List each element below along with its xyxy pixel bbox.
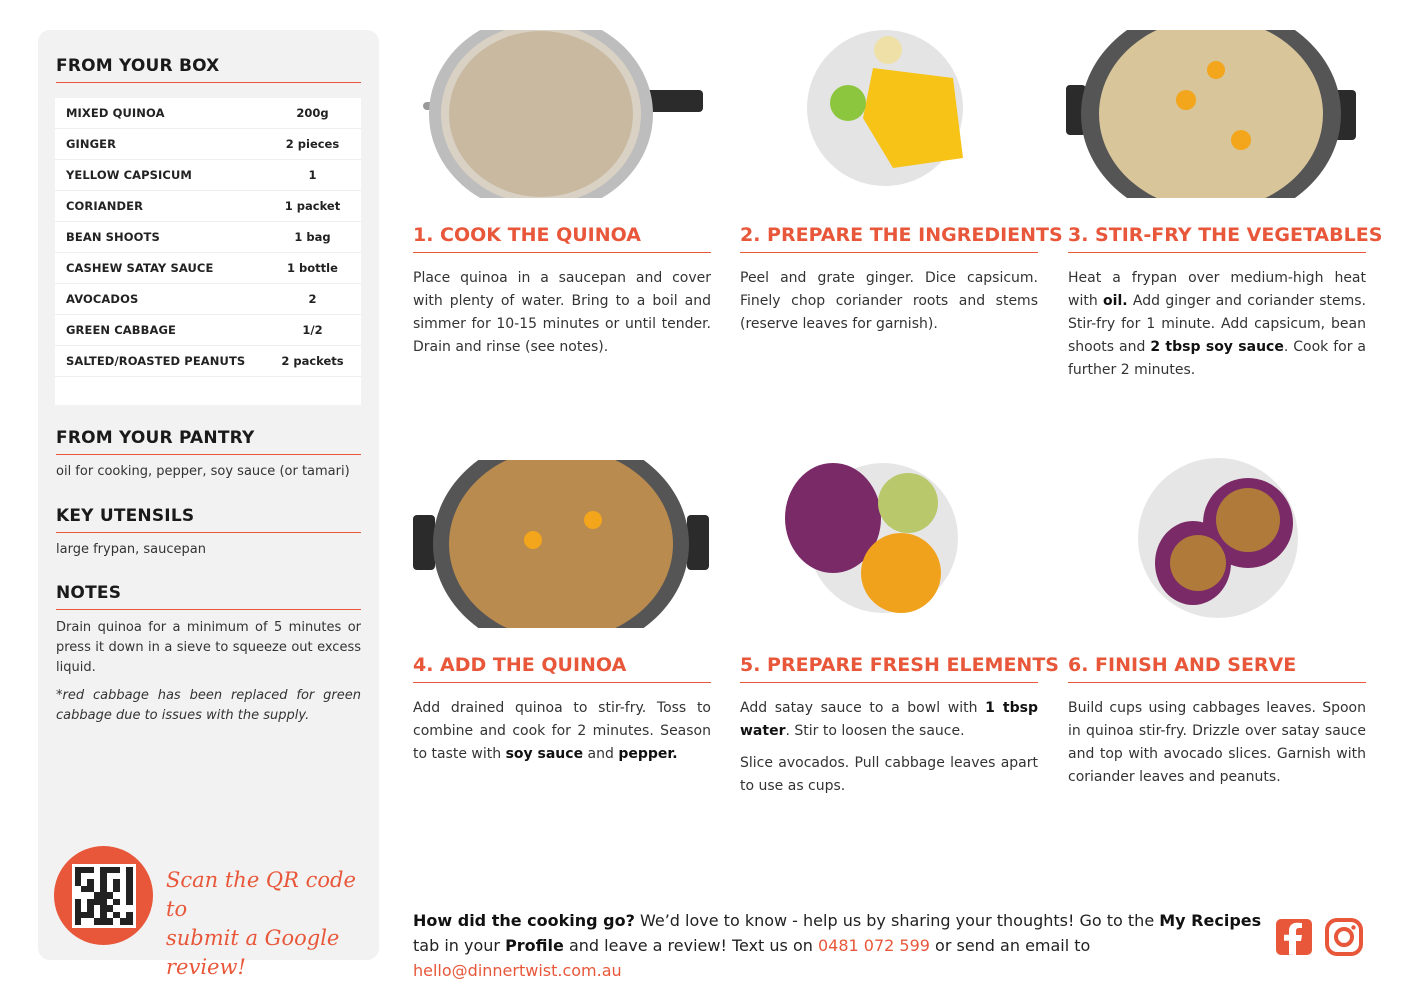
ingredient-row	[55, 191, 361, 222]
step-1-body: Place quinoa in a saucepan and cover with plenty of water. Bring to a boil and simmer for 10-15 minutes or until tender. Drain and rinse (see notes).	[413, 270, 711, 355]
footer-text-3: and leave a review! Text us on	[563, 936, 818, 955]
ingredients-table	[55, 98, 361, 405]
step-2-body: Peel and grate ginger. Dice capsicum. Finely chop coriander roots and stems (reserve leaves for garnish).	[740, 270, 1038, 332]
utensils-title: KEY UTENSILS	[56, 506, 361, 533]
facebook-icon[interactable]	[1275, 918, 1313, 956]
fresh-elements-image	[783, 458, 963, 618]
step-5-text-1: Add satay sauce to a bowl with	[740, 700, 986, 716]
ingredient-qty: 1	[308, 168, 317, 182]
ingredient-name: BEAN SHOOTS	[66, 230, 160, 244]
stir-fry-pan-image	[1066, 30, 1356, 198]
footer-text-2: tab in your	[413, 936, 506, 955]
ingredient-row	[55, 253, 361, 284]
ingredient-name: AVOCADOS	[66, 292, 139, 306]
ingredient-qty: 1/2	[302, 323, 323, 337]
ingredient-qty: 2 packets	[281, 354, 344, 368]
ingredient-name: GINGER	[66, 137, 117, 151]
ingredient-name: CORIANDER	[66, 199, 144, 213]
step-5-bold-1: 1 tbsp water	[740, 700, 1038, 739]
instagram-icon[interactable]	[1325, 918, 1363, 956]
step-5-title: 5. PREPARE FRESH ELEMENTS	[740, 654, 1038, 683]
ingredient-row	[55, 98, 361, 129]
step-4-body	[413, 697, 711, 766]
ingredient-name: GREEN CABBAGE	[66, 323, 176, 337]
box-title: FROM YOUR BOX	[56, 56, 361, 83]
step-5-text-2: . Stir to loosen the sauce.	[785, 723, 965, 739]
qr-badge[interactable]	[54, 846, 153, 945]
footer-question: How did the cooking go?	[413, 911, 635, 930]
ingredient-qty: 1 bottle	[287, 261, 338, 275]
quinoa-pot-image	[413, 30, 711, 198]
ingredients-plate-image	[803, 28, 973, 188]
ingredient-name: SALTED/ROASTED PEANUTS	[66, 354, 246, 368]
finished-dish-image	[1128, 458, 1308, 618]
pantry-text: oil for cooking, pepper, soy sauce (or tamari)	[56, 464, 350, 479]
footer-text-4: or send an email to	[929, 936, 1091, 955]
step-3-text-1: Heat a frypan over medium-high heat with	[1068, 270, 1366, 309]
ingredient-row	[55, 315, 361, 346]
step-2-title: 2. PREPARE THE INGREDIENTS	[740, 224, 1038, 253]
ingredient-row	[55, 129, 361, 160]
step-4-title: 4. ADD THE QUINOA	[413, 654, 711, 683]
step-3-body	[1068, 267, 1366, 382]
step-3-bold-1: oil.	[1103, 293, 1128, 309]
step-4-text-2: and	[583, 746, 619, 762]
step-3-bold-2: 2 tbsp soy sauce	[1150, 339, 1284, 355]
ingredient-name: YELLOW CAPSICUM	[66, 168, 192, 182]
ingredient-qty: 1 packet	[284, 199, 341, 213]
step-5-body-2: Slice avocados. Pull cabbage leaves apart to use as cups.	[740, 755, 1038, 794]
step-3-text-2: Add ginger and coriander stems. Stir-fry for 1 minute. Add capsicum, bean shoots and	[1068, 293, 1367, 355]
footer-phone-link[interactable]: 0481 072 599	[817, 936, 930, 955]
footer-email-link[interactable]: hello@dinnertwist.com.au	[413, 961, 622, 980]
notes-italic: *red cabbage has been replaced for green cabbage due to issues with the supply.	[56, 688, 361, 723]
step-4-bold-1: soy sauce	[505, 746, 584, 762]
ingredient-row	[55, 222, 361, 253]
step-4-text-1: Add drained quinoa to stir-fry. Toss to combine and cook for 2 minutes. Season to taste with	[413, 700, 711, 762]
qr-caption-line2: submit a Google review!	[166, 926, 340, 979]
notes-title: NOTES	[56, 583, 361, 610]
footer-my-recipes: My Recipes	[1159, 911, 1262, 930]
ingredient-name: MIXED QUINOA	[66, 106, 165, 120]
footer-profile: Profile	[505, 936, 564, 955]
ingredient-qty: 1 bag	[294, 230, 331, 244]
ingredient-qty: 2	[308, 292, 317, 306]
ingredient-row	[55, 160, 361, 191]
footer-text-1: We’d love to know - help us by sharing your thoughts! Go to the	[634, 911, 1160, 930]
ingredient-name: CASHEW SATAY SAUCE	[66, 261, 214, 275]
ingredient-row	[55, 346, 361, 377]
utensils-text: large frypan, saucepan	[56, 542, 206, 557]
step-3-text-3: . Cook for a further 2 minutes.	[1068, 339, 1366, 378]
sidebar	[38, 30, 379, 979]
qr-caption	[166, 866, 366, 982]
ingredient-qty: 200g	[296, 106, 329, 120]
footer-text	[413, 908, 1263, 983]
qr-code[interactable]	[72, 864, 136, 928]
step-3-title: 3. STIR-FRY THE VEGETABLES	[1068, 224, 1366, 253]
qr-caption-line1: Scan the QR code to	[166, 868, 356, 921]
step-6-title: 6. FINISH AND SERVE	[1068, 654, 1366, 683]
step-6-body: Build cups using cabbages leaves. Spoon in quinoa stir-fry. Drizzle over satay sauce and top with avocado slices. Garnish with coriander leaves and peanuts.	[1068, 700, 1366, 785]
notes-text: Drain quinoa for a minimum of 5 minutes or press it down in a sieve to squeeze out excess liquid.	[56, 620, 361, 675]
ingredient-row	[55, 284, 361, 315]
ingredient-qty: 2 pieces	[285, 137, 340, 151]
step-5-body	[740, 697, 1038, 743]
quinoa-stir-fry-image	[413, 460, 711, 628]
step-1-title: 1. COOK THE QUINOA	[413, 224, 711, 253]
pantry-title: FROM YOUR PANTRY	[56, 428, 361, 455]
step-4-bold-2: pepper.	[618, 746, 678, 762]
